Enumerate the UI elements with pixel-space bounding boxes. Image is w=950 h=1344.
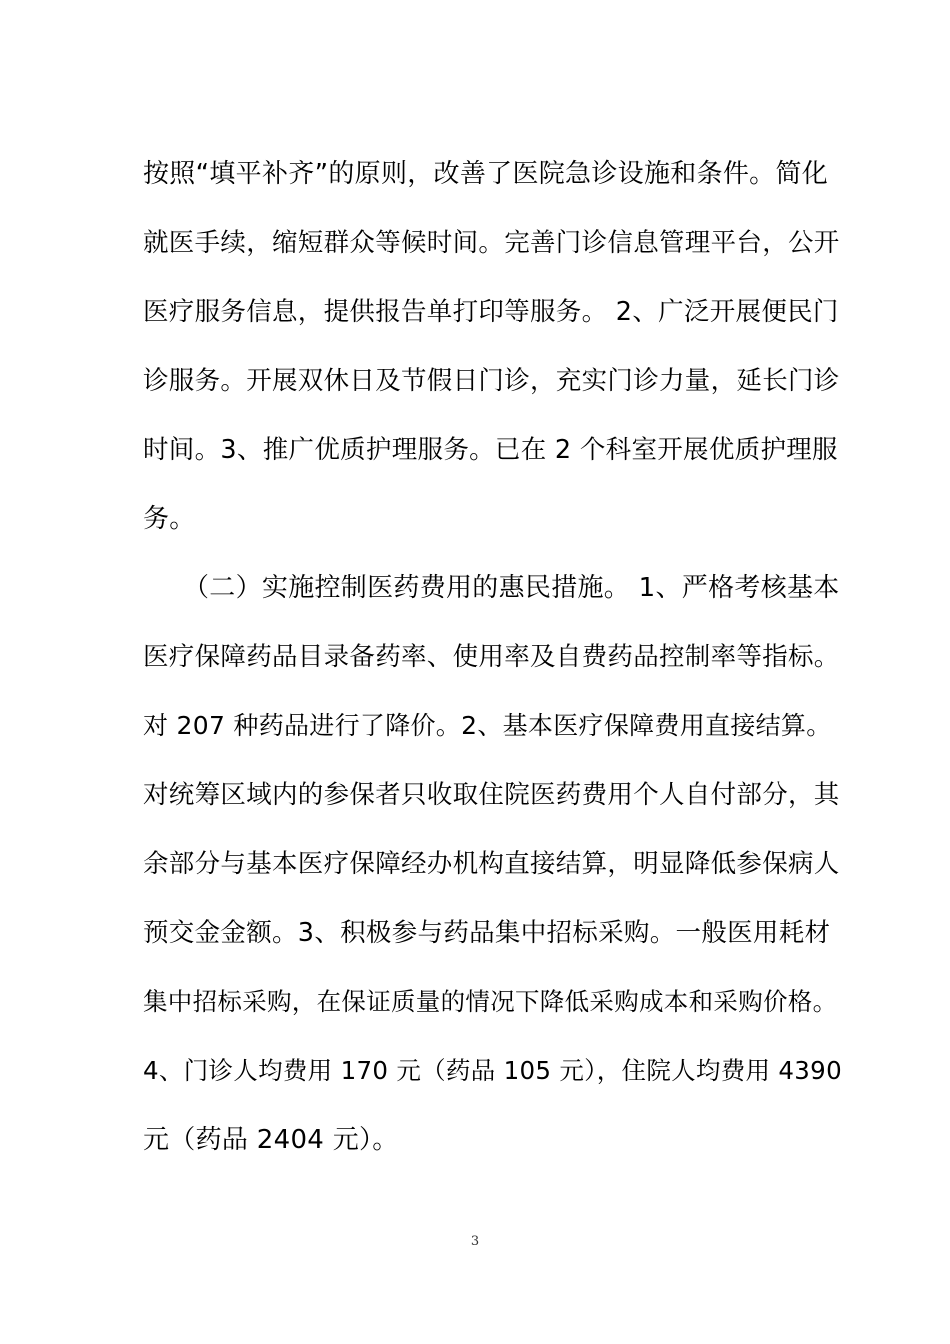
paragraph-line: 集中招标采购，在保证质量的情况下降低采购成本和采购价格。 bbox=[143, 987, 838, 1016]
body-text bbox=[143, 144, 843, 1179]
paragraph-line: 对 207 种药品进行了降价。2、基本医疗保障费用直接结算。 bbox=[143, 711, 832, 740]
page-number: 3 bbox=[470, 1234, 480, 1249]
paragraph-line: 医疗保障药品目录备药率、使用率及自费药品控制率等指标。 bbox=[143, 642, 840, 672]
paragraph-line: 4、门诊人均费用 170 元（药品 105 元），住院人均费用 4390 bbox=[143, 1056, 842, 1085]
paragraph-line: 余部分与基本医疗保障经办机构直接结算，明显降低参保病人 bbox=[143, 849, 840, 879]
paragraph-line: 按照“填平补齐”的原则，改善了医院急诊设施和条件。简化 bbox=[143, 159, 829, 189]
paragraph-line: 医疗服务信息，提供报告单打印等服务。 2、广泛开展便民门 bbox=[143, 297, 839, 327]
paragraph-line: 对统筹区域内的参保者只收取住院医药费用个人自付部分，其 bbox=[143, 780, 840, 810]
paragraph-line-indented: （二）实施控制医药费用的惠民措施。 1、严格考核基本 bbox=[183, 573, 840, 603]
paragraph-line: 预交金金额。3、积极参与药品集中招标采购。一般医用耗材 bbox=[143, 918, 831, 948]
paragraph-line: 诊服务。开展双休日及节假日门诊，充实门诊力量，延长门诊 bbox=[143, 366, 840, 396]
paragraph-line: 时间。3、推广优质护理服务。已在 2 个科室开展优质护理服 bbox=[143, 435, 838, 465]
paragraph-line: 元（药品 2404 元）。 bbox=[143, 1125, 399, 1155]
paragraph-line: 务。 bbox=[143, 504, 196, 534]
paragraph-line: 就医手续，缩短群众等候时间。完善门诊信息管理平台，公开 bbox=[143, 228, 840, 258]
